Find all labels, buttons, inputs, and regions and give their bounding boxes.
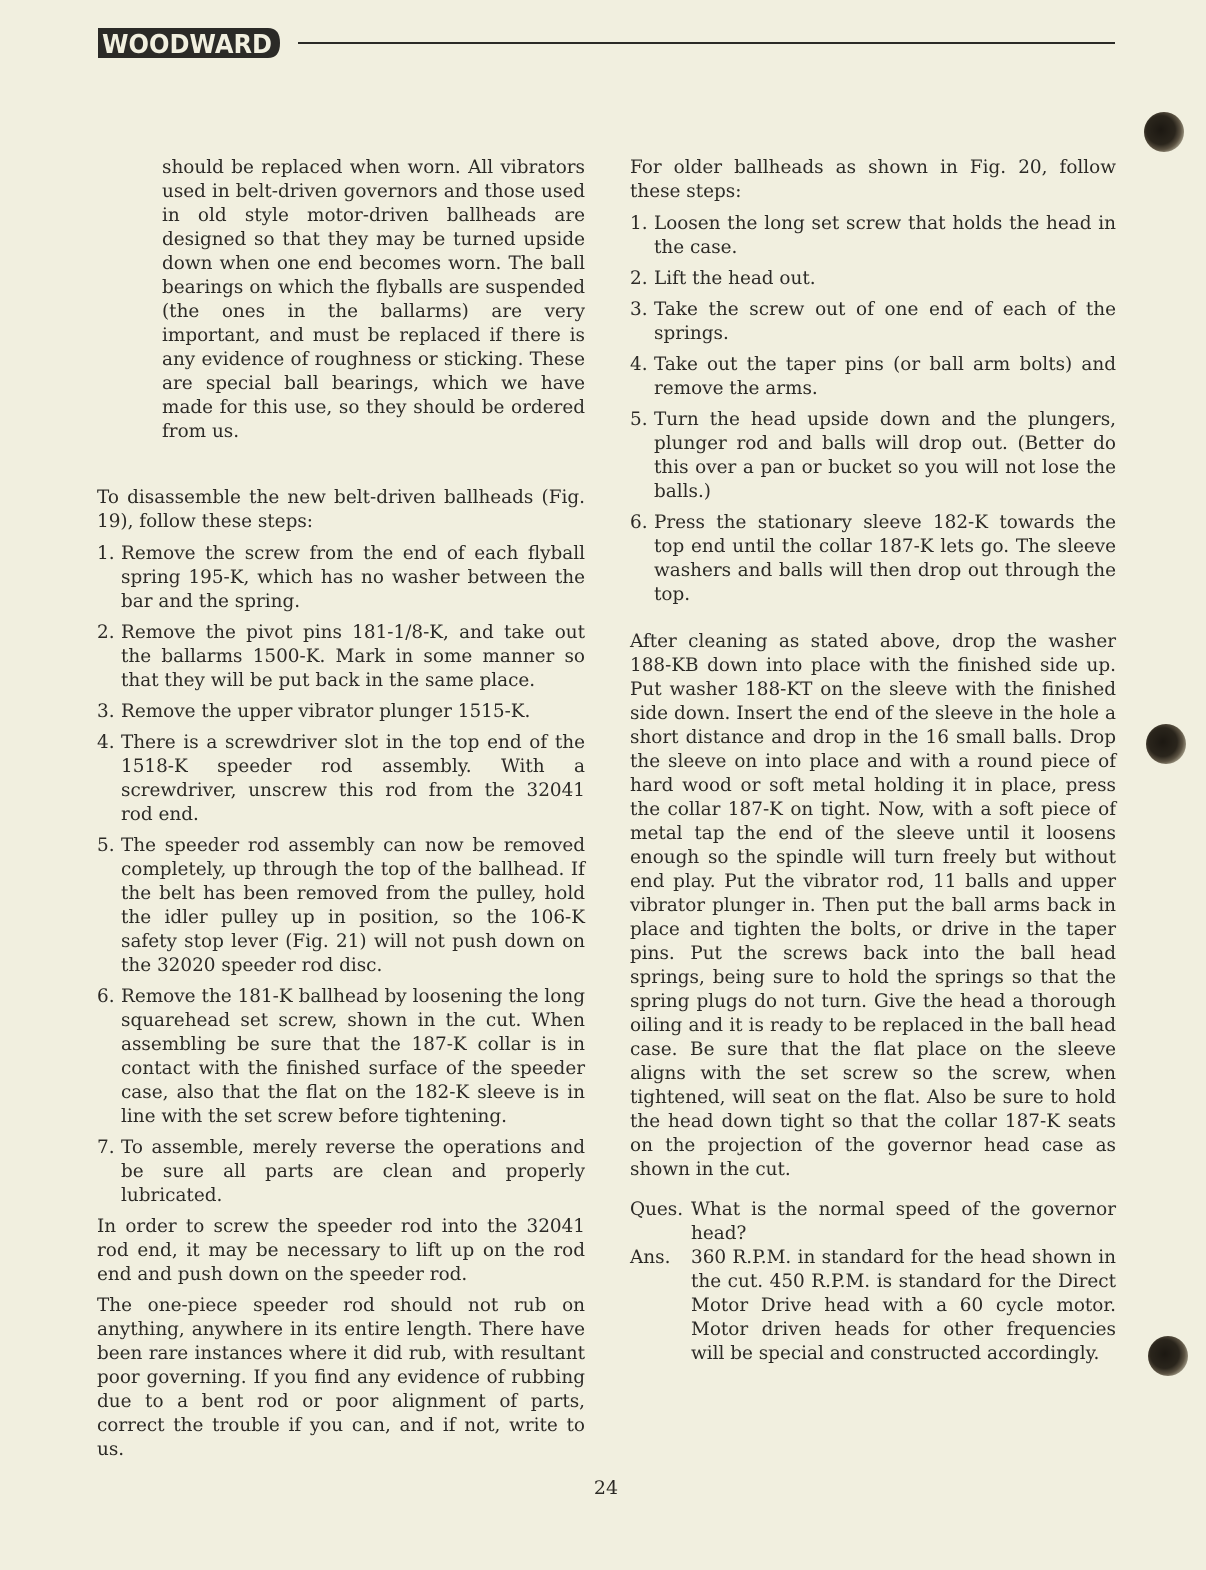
- list-item: 6. Press the stationary sleeve 182-K towards the top end until the collar 187-K lets go. The sleeve washers and balls will then drop out through the top.: [630, 512, 1116, 605]
- woodward-logo: [96, 26, 282, 60]
- list-item: 3. Take the screw out of one end of each of the springs.: [630, 299, 1116, 344]
- answer-block: [630, 1246, 1116, 1366]
- list-item: 4. Take out the taper pins (or ball arm bolts) and remove the arms.: [630, 354, 1116, 399]
- left-column: [97, 156, 585, 1462]
- speeder-rod-paragraph: In order to screw the speeder rod into the 32041 rod end, it may be necessary to lift up on the rod end and push down on the speeder rod.: [97, 1216, 585, 1285]
- cleaning-paragraph: After cleaning as stated above, drop the washer 188-KB down into place with the finished side up. Put washer 188-KT on the sleeve with the finished side down. Insert the end of the sleeve in the hole a short distance and drop in the 16 small balls. Drop the sleeve on into place and with a round piece of hard wood or soft metal holding it in place, press the collar 187-K on tight. Now, with a soft piece of metal tap the end of the sleeve until it loosens enough so the spindle will turn freely but without end play. Put the vibrator rod, 11 balls and upper vibrator plunger in. Then put the ball arms back in place and tighten the bolts, or drive in the taper pins. Put the screws back into the ball head springs, being sure to hold the springs so that the spring plugs do not turn. Give the head a thorough oiling and it is ready to be replaced in the ball head case. Be sure that the flat place on the sleeve aligns with the set screw so the screw, when tightened, will seat on the flat. Also be sure to hold the head down tight so that the collar 187-K seats on the projection of the governor head case as shown in the cut.: [630, 631, 1116, 1180]
- punch-hole-middle: [1146, 724, 1186, 764]
- logo-text: WOODWARD: [102, 30, 272, 60]
- list-item: 2. Lift the head out.: [630, 268, 816, 289]
- list-item: 1. Loosen the long set screw that holds the head in the case.: [630, 213, 1116, 258]
- list-item: 2. Remove the pivot pins 181-1/8-K, and take out the ballarms 1500-K. Mark in some manner so that they will be put back in the same place.: [97, 622, 585, 691]
- disassemble-intro: To disassemble the new belt-driven ballheads (Fig. 19), follow these steps:: [97, 487, 585, 532]
- punch-hole-bottom: [1148, 1336, 1188, 1376]
- header-rule: [298, 42, 1115, 44]
- right-steps-list: [630, 212, 1116, 607]
- answer-text: 360 R.P.M. in standard for the head shown in the cut. 450 R.P.M. is standard for the Direct Motor Drive head with a 60 cycle motor. Motor driven heads for other frequencies will be special and constructed accordingly.: [691, 1247, 1116, 1364]
- question-label: Ques.: [630, 1199, 684, 1220]
- list-item: 4. There is a screwdriver slot in the top end of the 1518-K speeder rod assembly. With a screwdriver, unscrew this rod from the 32041 rod end.: [97, 732, 585, 825]
- question-block: [630, 1198, 1116, 1246]
- one-piece-rod-paragraph: The one-piece speeder rod should not rub on anything, anywhere in its entire length. There have been rare instances where it did rub, with resultant poor governing. If you find any evidence of rubbing due to a bent rod or poor alignment of parts, correct the trouble if you can, and if not, write to us.: [97, 1295, 585, 1460]
- list-item: 6. Remove the 181-K ballhead by loosening the long squarehead set screw, shown in the cut. When assembling be sure that the 187-K collar is in contact with the finished surface of the speeder case, also that the flat on the 182-K sleeve is in line with the set screw before tightening.: [97, 986, 585, 1127]
- older-ballheads-intro: For older ballheads as shown in Fig. 20, follow these steps:: [630, 157, 1116, 202]
- punch-hole-top: [1144, 112, 1184, 152]
- intro-paragraph: should be replaced when worn. All vibrators used in belt-driven governors and those used in old style motor-driven ballheads are designed so that they may be turned upside down when one end becomes worn. The ball bearings on which the flyballs are suspended (the ones in the ballarms) are very important, and must be replaced if there is any evidence of roughness or sticking. These are special ball bearings, which we have made for this use, so they should be ordered from us.: [162, 157, 585, 442]
- list-item: 3. Remove the upper vibrator plunger 1515-K.: [97, 701, 531, 722]
- question-text: What is the normal speed of the governor head?: [691, 1199, 1116, 1244]
- list-item: 1. Remove the screw from the end of each flyball spring 195-K, which has no washer between the bar and the spring.: [97, 543, 585, 612]
- right-column: [630, 156, 1116, 1366]
- answer-label: Ans.: [630, 1247, 671, 1268]
- continued-paragraph-block: [97, 156, 585, 444]
- list-item: 7. To assemble, merely reverse the operations and be sure all parts are clean and properly lubricated.: [97, 1137, 585, 1206]
- list-item: 5. Turn the head upside down and the plungers, plunger rod and balls will drop out. (Better do this over a pan or bucket so you will not lose the balls.): [630, 409, 1116, 502]
- left-steps-list: [97, 542, 585, 1208]
- page-number: 24: [593, 1477, 619, 1499]
- list-item: 5. The speeder rod assembly can now be removed completely, up through the top of the ballhead. If the belt has been removed from the pulley, hold the idler pulley up in position, so the 106-K safety stop lever (Fig. 21) will not push down on the 32020 speeder rod disc.: [97, 835, 585, 976]
